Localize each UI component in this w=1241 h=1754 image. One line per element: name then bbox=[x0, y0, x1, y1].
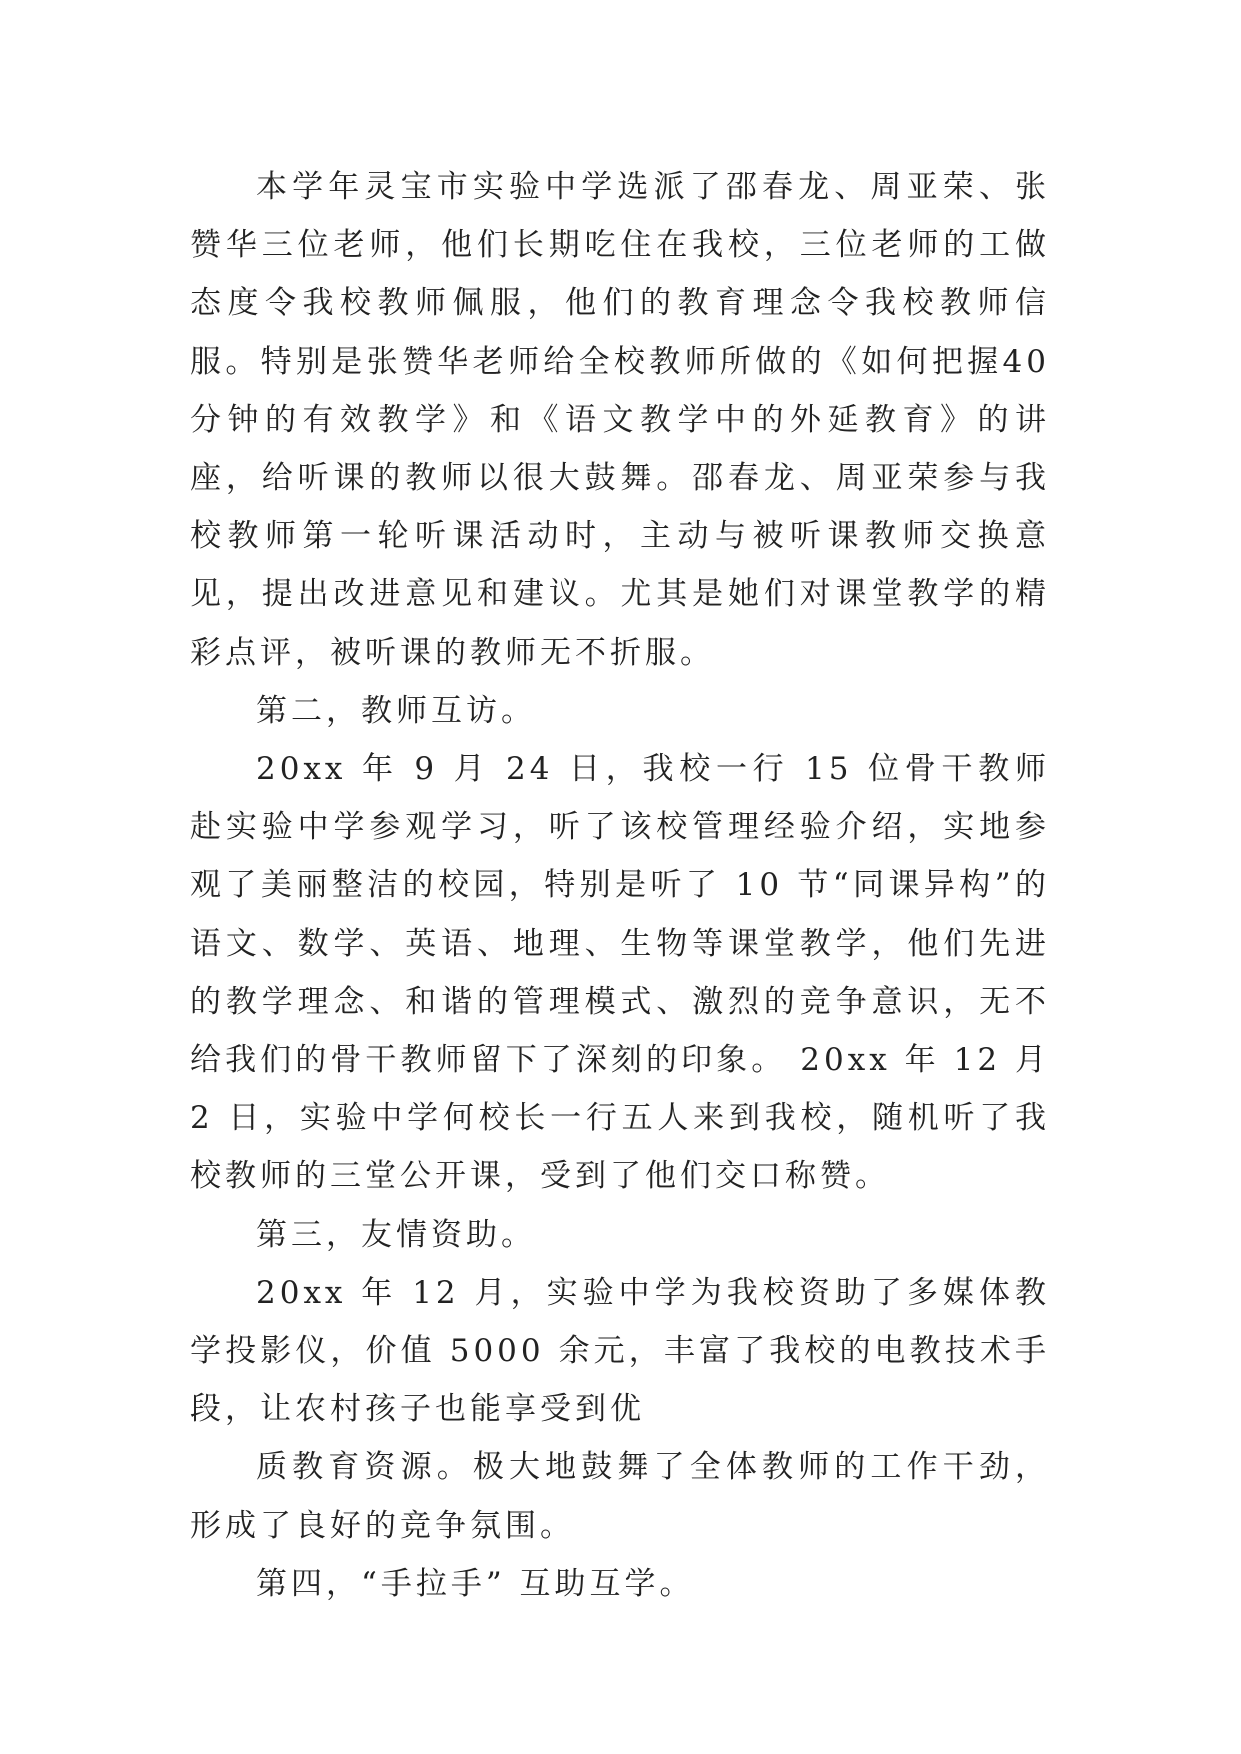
paragraph-teachers-dispatched: 本学年灵宝市实验中学选派了邵春龙、周亚荣、张赞华三位老师，他们长期吃住在我校，三位老师的工做态度令我校教师佩服，他们的教育理念令我校教师信服。特别是张赞华老师给全校教师所做的《如何把握40分钟的有效教学》和《语文教学中的外延教育》的讲座，给听课的教师以很大鼓舞。邵春龙、周亚荣参与我校教师第一轮听课活动时，主动与被听课教师交换意见，提出改进意见和建议。尤其是她们对课堂教学的精彩点评，被听课的教师无不折服。 bbox=[190, 169, 1050, 671]
paragraph-teacher-visits: 20xx 年 9 月 24 日，我校一行 15 位骨干教师赴实验中学参观学习，听了该校管理经验介绍，实地参观了美丽整洁的校园，特别是听了 10 节“同课异构”的语文、数学、英语、地理、生物等课堂教学，他们先进的教学理念、和谐的管理模式、激烈的竞争意识，无不给我们的骨干教师留下了深刻的印象。 20xx 年 12 月 2 日，实验中学何校长一行五人来到我校，随机听了我校教师的三堂公开课，受到了他们交口称赞。 bbox=[190, 751, 1050, 1195]
heading-second-teacher-visits: 第二，教师互访。 bbox=[256, 692, 536, 729]
paragraph-education-resources: 质教育资源。极大地鼓舞了全体教师的工作干劲，形成了良好的竞争氛围。 bbox=[190, 1449, 1050, 1544]
heading-third-friendship-aid: 第三，友情资助。 bbox=[256, 1216, 536, 1253]
document-body bbox=[190, 158, 1050, 1613]
paragraph-projector-donation: 20xx 年 12 月，实验中学为我校资助了多媒体教学投影仪，价值 5000 余元，丰富了我校的电教技术手段，让农村孩子也能享受到优 bbox=[190, 1274, 1050, 1428]
heading-fourth-hand-in-hand: 第四，“手拉手” 互助互学。 bbox=[256, 1565, 695, 1602]
